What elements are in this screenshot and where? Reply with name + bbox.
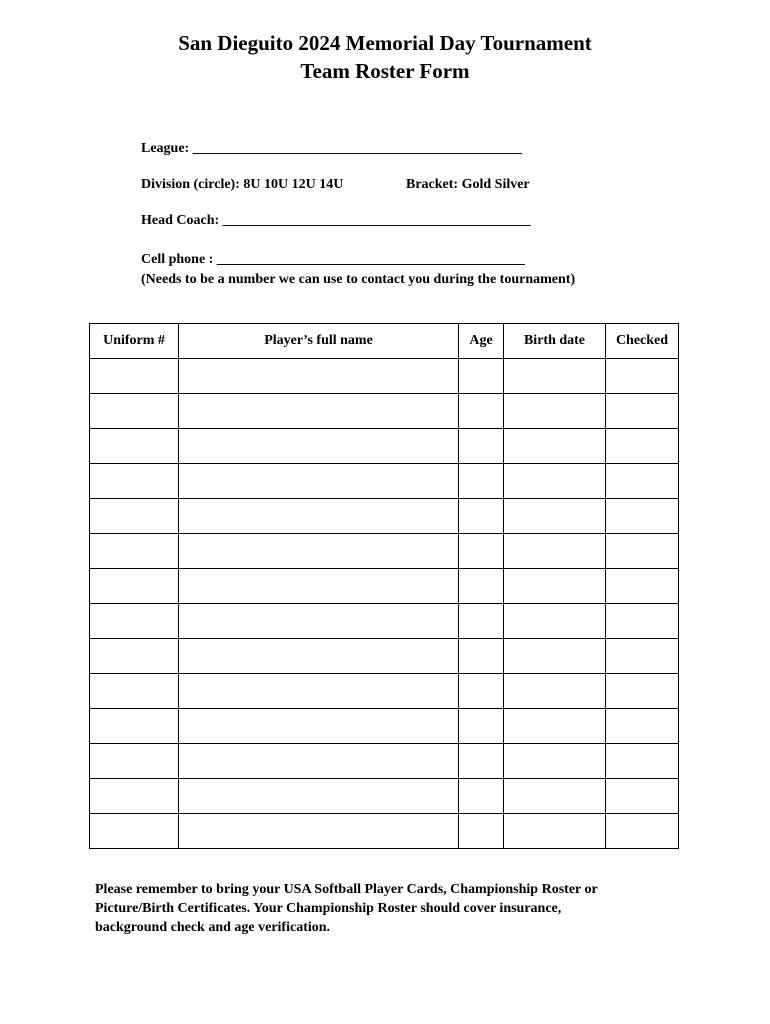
birth-date-cell[interactable] <box>504 814 606 849</box>
uniform-cell[interactable] <box>90 499 179 534</box>
head-coach-field[interactable]: Head Coach: ____________________________________________ <box>141 213 531 228</box>
uniform-cell[interactable] <box>90 534 179 569</box>
table-row <box>90 639 679 674</box>
age-cell[interactable] <box>459 464 504 499</box>
table-row <box>90 394 679 429</box>
birth-date-cell[interactable] <box>504 359 606 394</box>
cell-phone-field[interactable]: Cell phone : ____________________________________________ <box>141 252 525 267</box>
age-cell[interactable] <box>459 674 504 709</box>
uniform-cell[interactable] <box>90 674 179 709</box>
table-row <box>90 779 679 814</box>
birth-date-cell[interactable] <box>504 779 606 814</box>
checked-cell[interactable] <box>606 674 679 709</box>
age-cell[interactable] <box>459 604 504 639</box>
player-name-cell[interactable] <box>179 604 459 639</box>
footer-note <box>95 880 685 937</box>
roster-table <box>89 323 679 849</box>
uniform-cell[interactable] <box>90 779 179 814</box>
player-name-cell[interactable] <box>179 639 459 674</box>
uniform-cell[interactable] <box>90 744 179 779</box>
age-cell[interactable] <box>459 534 504 569</box>
checked-cell[interactable] <box>606 814 679 849</box>
uniform-cell[interactable] <box>90 639 179 674</box>
birth-date-cell[interactable] <box>504 639 606 674</box>
checked-cell[interactable] <box>606 534 679 569</box>
checked-cell[interactable] <box>606 499 679 534</box>
checked-cell[interactable] <box>606 639 679 674</box>
page-title: San Dieguito 2024 Memorial Day Tournament <box>178 31 592 55</box>
checked-cell[interactable] <box>606 429 679 464</box>
player-name-cell[interactable] <box>179 429 459 464</box>
page-subtitle: Team Roster Form <box>300 59 470 83</box>
table-row <box>90 744 679 779</box>
checked-cell[interactable] <box>606 464 679 499</box>
column-header-checked: Checked <box>606 324 679 359</box>
uniform-cell[interactable] <box>90 709 179 744</box>
roster-header-row <box>90 324 679 359</box>
birth-date-cell[interactable] <box>504 744 606 779</box>
birth-date-cell[interactable] <box>504 394 606 429</box>
footer-line: background check and age verification. <box>95 920 331 935</box>
uniform-cell[interactable] <box>90 359 179 394</box>
player-name-cell[interactable] <box>179 569 459 604</box>
uniform-cell[interactable] <box>90 569 179 604</box>
table-row <box>90 499 679 534</box>
checked-cell[interactable] <box>606 779 679 814</box>
uniform-cell[interactable] <box>90 464 179 499</box>
checked-cell[interactable] <box>606 604 679 639</box>
table-row <box>90 709 679 744</box>
league-field[interactable]: League: _______________________________________________ <box>141 141 522 156</box>
footer-line: Picture/Birth Certificates. Your Championship Roster should cover insurance, <box>95 901 562 916</box>
birth-date-cell[interactable] <box>504 674 606 709</box>
age-cell[interactable] <box>459 499 504 534</box>
player-name-cell[interactable] <box>179 674 459 709</box>
birth-date-cell[interactable] <box>504 499 606 534</box>
player-name-cell[interactable] <box>179 814 459 849</box>
table-row <box>90 569 679 604</box>
birth-date-cell[interactable] <box>504 464 606 499</box>
age-cell[interactable] <box>459 779 504 814</box>
player-name-cell[interactable] <box>179 779 459 814</box>
age-cell[interactable] <box>459 814 504 849</box>
birth-date-cell[interactable] <box>504 429 606 464</box>
uniform-cell[interactable] <box>90 604 179 639</box>
table-row <box>90 429 679 464</box>
age-cell[interactable] <box>459 709 504 744</box>
table-row <box>90 464 679 499</box>
column-header-uniform: Uniform # <box>90 324 179 359</box>
cell-phone-note: (Needs to be a number we can use to contact you during the tournament) <box>141 272 576 287</box>
player-name-cell[interactable] <box>179 359 459 394</box>
age-cell[interactable] <box>459 359 504 394</box>
birth-date-cell[interactable] <box>504 604 606 639</box>
uniform-cell[interactable] <box>90 429 179 464</box>
player-name-cell[interactable] <box>179 534 459 569</box>
table-row <box>90 534 679 569</box>
column-header-age: Age <box>459 324 504 359</box>
checked-cell[interactable] <box>606 709 679 744</box>
bracket-options[interactable]: Bracket: Gold Silver <box>406 177 530 192</box>
table-row <box>90 359 679 394</box>
division-options[interactable]: Division (circle): 8U 10U 12U 14U <box>141 177 344 192</box>
uniform-cell[interactable] <box>90 814 179 849</box>
checked-cell[interactable] <box>606 744 679 779</box>
birth-date-cell[interactable] <box>504 709 606 744</box>
age-cell[interactable] <box>459 429 504 464</box>
uniform-cell[interactable] <box>90 394 179 429</box>
table-row <box>90 604 679 639</box>
table-row <box>90 814 679 849</box>
age-cell[interactable] <box>459 569 504 604</box>
player-name-cell[interactable] <box>179 464 459 499</box>
column-header-player-name: Player’s full name <box>179 324 459 359</box>
table-row <box>90 674 679 709</box>
player-name-cell[interactable] <box>179 709 459 744</box>
footer-line: Please remember to bring your USA Softball Player Cards, Championship Roster or <box>95 882 598 897</box>
age-cell[interactable] <box>459 639 504 674</box>
birth-date-cell[interactable] <box>504 569 606 604</box>
birth-date-cell[interactable] <box>504 534 606 569</box>
age-cell[interactable] <box>459 744 504 779</box>
player-name-cell[interactable] <box>179 394 459 429</box>
checked-cell[interactable] <box>606 394 679 429</box>
checked-cell[interactable] <box>606 569 679 604</box>
player-name-cell[interactable] <box>179 499 459 534</box>
player-name-cell[interactable] <box>179 744 459 779</box>
age-cell[interactable] <box>459 394 504 429</box>
checked-cell[interactable] <box>606 359 679 394</box>
roster-body <box>90 359 679 849</box>
column-header-birth-date: Birth date <box>504 324 606 359</box>
